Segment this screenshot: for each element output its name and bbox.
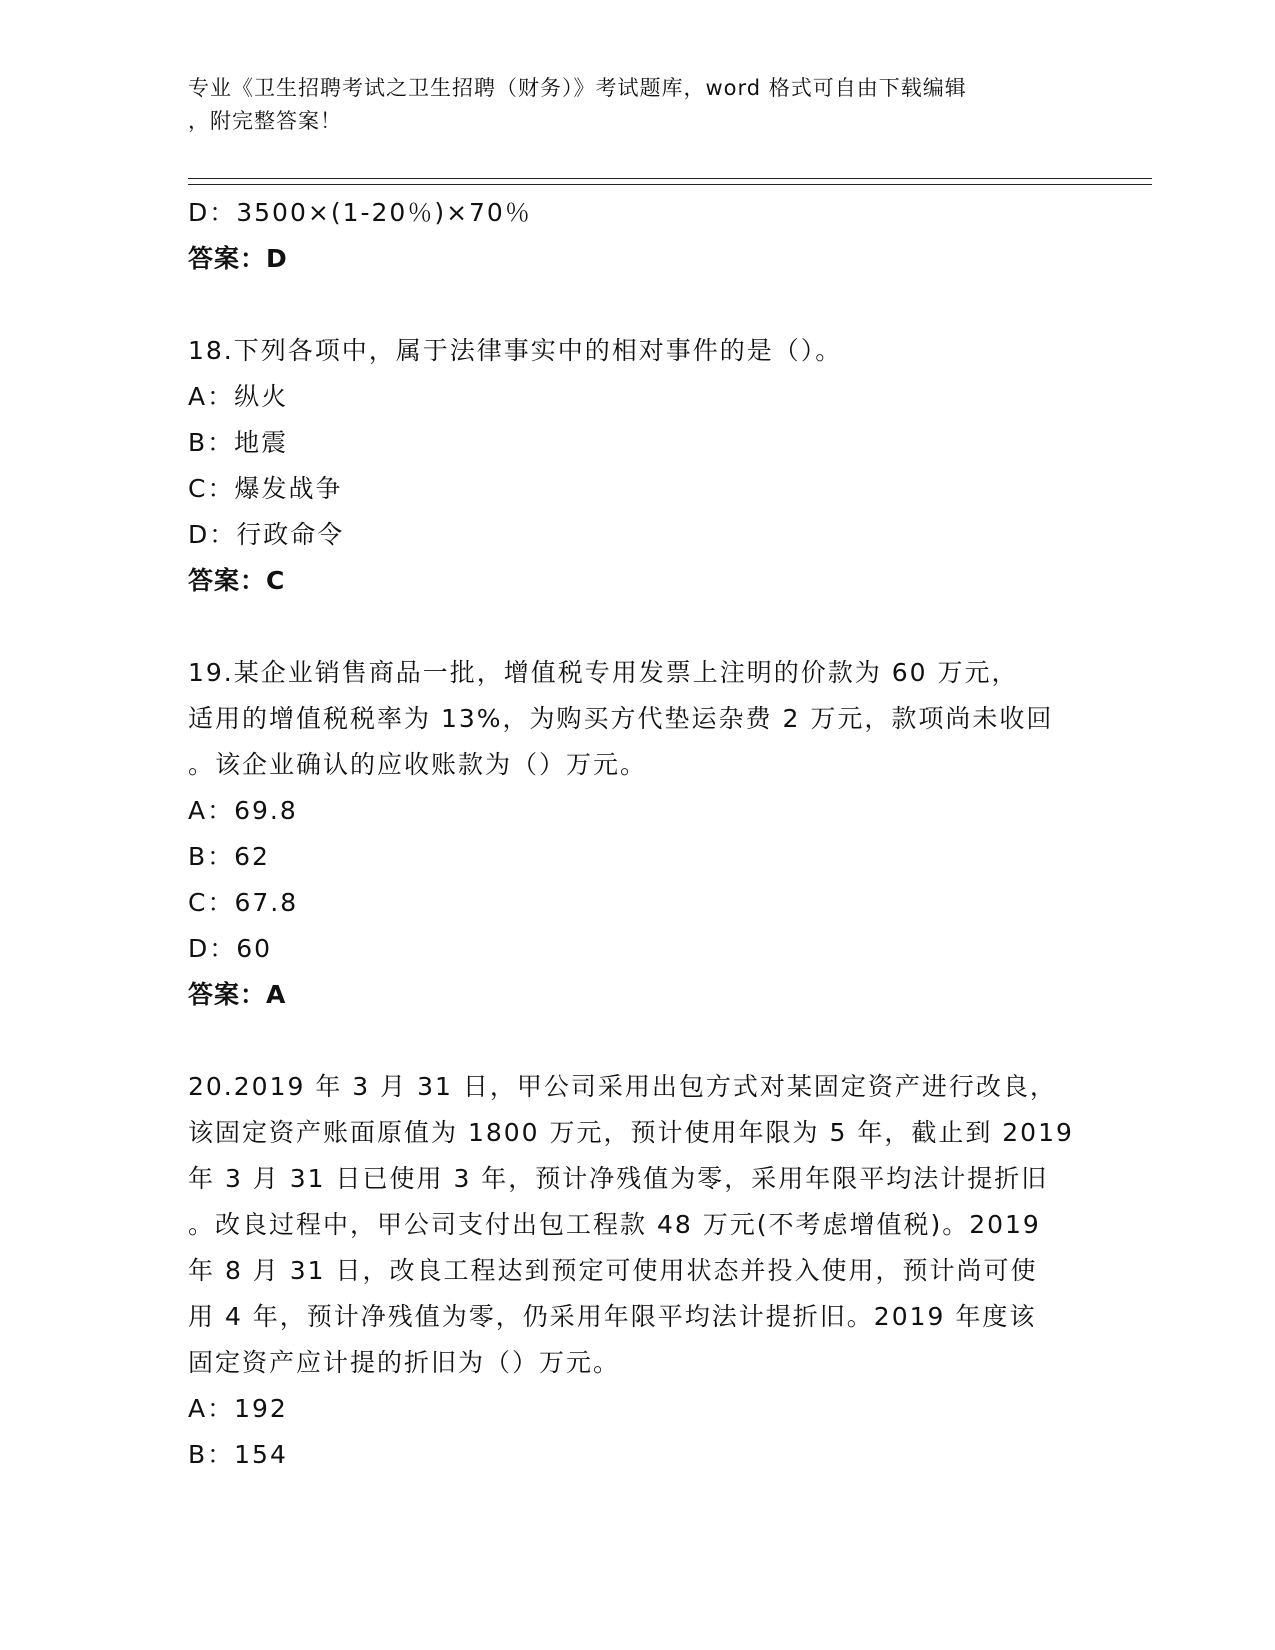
option-b: B：地震 — [188, 428, 289, 457]
header-line-1: 专业《卫生招聘考试之卫生招聘（财务）》考试题库，word 格式可自由下载编辑 — [188, 76, 967, 100]
question-stem-line: 该固定资产账面原值为 1800 万元，预计使用年限为 5 年，截止到 2019 — [188, 1118, 1074, 1147]
option-b: B：62 — [188, 842, 270, 871]
previous-question-tail — [188, 190, 1088, 282]
option-b: B：154 — [188, 1440, 288, 1469]
question-stem-line: 年 3 月 31 日已使用 3 年，预计净残值为零，采用年限平均法计提折旧 — [188, 1164, 1049, 1193]
question-20 — [188, 1064, 1088, 1478]
question-stem-line: 。改良过程中，甲公司支付出包工程款 48 万元(不考虑增值税)。2019 — [188, 1210, 1041, 1239]
answer-line: 答案：D — [188, 244, 288, 273]
question-stem-line: 19.某企业销售商品一批，增值税专用发票上注明的价款为 60 万元， — [188, 658, 1019, 687]
option-d: D：3500×(1-20％)×70％ — [188, 198, 532, 227]
option-d: D：行政命令 — [188, 520, 345, 549]
question-18 — [188, 328, 1088, 604]
question-stem-line: 。该企业确认的应收账款为（）万元。 — [188, 750, 648, 779]
header-divider-bottom — [188, 184, 1152, 185]
option-d: D：60 — [188, 934, 273, 963]
question-stem-line: 用 4 年，预计净残值为零，仍采用年限平均法计提折旧。2019 年度该 — [188, 1302, 1037, 1331]
question-stem-line: 适用的增值税税率为 13%，为购买方代垫运杂费 2 万元，款项尚未收回 — [188, 704, 1054, 733]
document-body — [188, 190, 1088, 1478]
question-stem-line: 年 8 月 31 日，改良工程达到预定可使用状态并投入使用，预计尚可使 — [188, 1256, 1038, 1285]
question-stem-line: 20.2019 年 3 月 31 日，甲公司采用出包方式对某固定资产进行改良， — [188, 1072, 1057, 1101]
option-c: C：67.8 — [188, 888, 299, 917]
option-c: C：爆发战争 — [188, 474, 343, 503]
question-stem: 18.下列各项中，属于法律事实中的相对事件的是（）。 — [188, 336, 843, 365]
option-a: A：192 — [188, 1394, 288, 1423]
answer-line: 答案：C — [188, 566, 286, 595]
option-a: A：69.8 — [188, 796, 298, 825]
header-divider-top — [188, 178, 1152, 179]
header-line-2: ，附完整答案！ — [188, 109, 342, 133]
answer-line: 答案：A — [188, 980, 287, 1009]
question-stem-line: 固定资产应计提的折旧为（）万元。 — [188, 1348, 621, 1377]
option-a: A：纵火 — [188, 382, 289, 411]
question-19 — [188, 650, 1088, 1018]
document-header — [188, 72, 1088, 138]
